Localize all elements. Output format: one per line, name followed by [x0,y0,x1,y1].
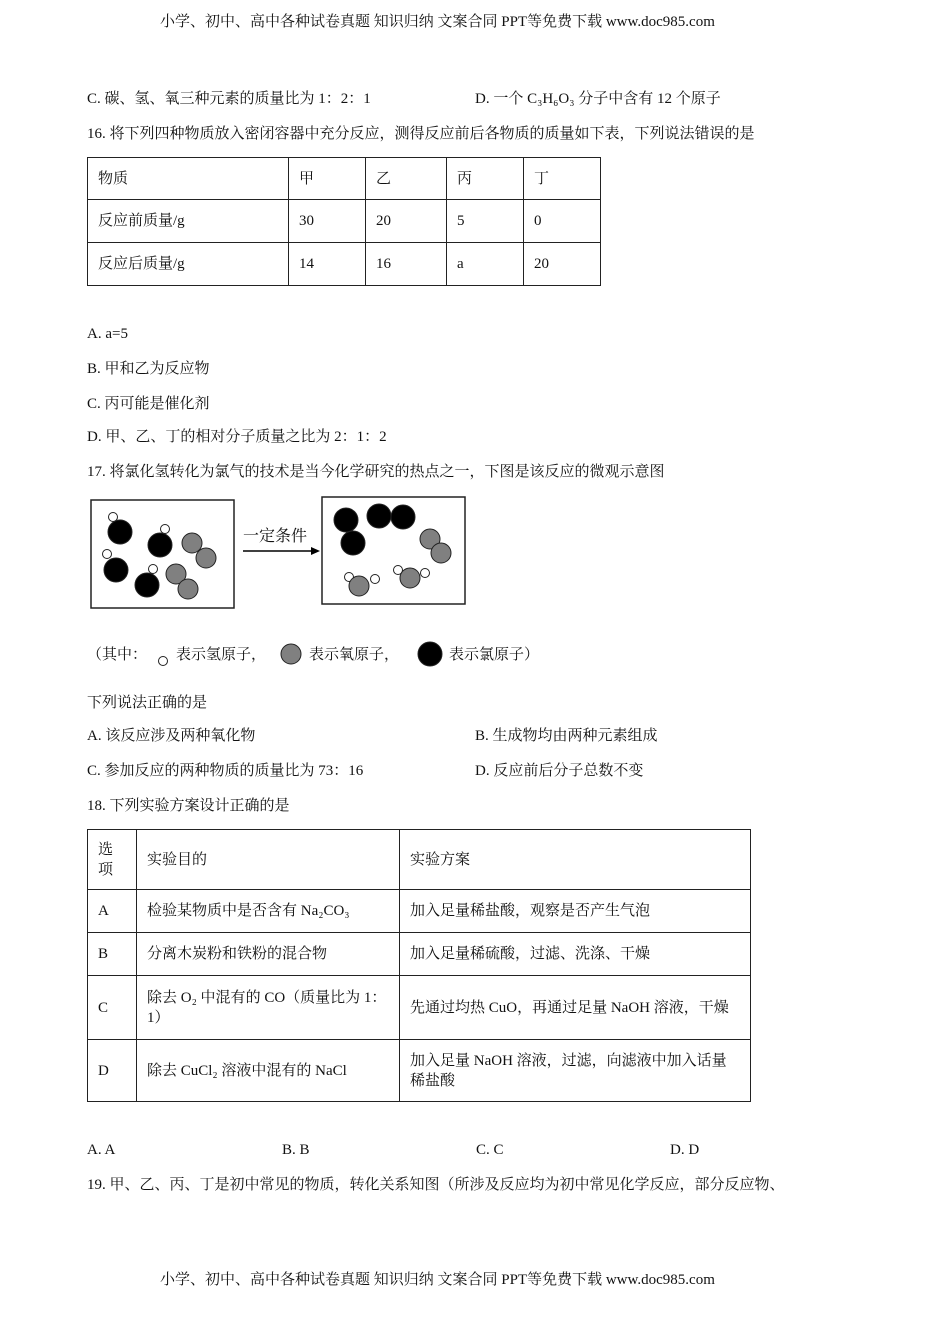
header-purpose: 实验目的 [137,830,400,890]
q16-option-c: C. 丙可能是催化剂 [87,396,210,412]
arrow-head-icon [311,547,320,555]
q19-stem: 19. 甲、乙、丙、丁是初中常见的物质，转化关系知图（所涉及反应均为初中常见化学反应，部分反应物、 [87,1177,785,1193]
hydrogen-atom [161,525,170,534]
reaction-condition: 一定条件 [243,528,308,545]
cell: 加入足量稀盐酸，观察是否产生气泡 [400,890,751,933]
q18-option-b: B. B [282,1142,310,1158]
legend-hydrogen-icon [159,657,168,666]
q17-prompt: 下列说法正确的是 [87,695,208,711]
cell: 除去 CuCl₂ 溶液中混有的 NaCl [137,1040,400,1102]
cell: 0 [524,200,601,243]
header-option: 选项 [88,830,137,890]
cell: 30 [289,200,366,243]
header-plan: 实验方案 [400,830,751,890]
cell: A [88,890,137,933]
table-row [88,933,751,976]
page-header: 小学、初中、高中各种试卷真题 知识归纳 文案合同 PPT等免费下载 www.doc985.com [160,14,715,30]
cell: 物质 [88,158,289,200]
legend-chlorine: 表示氯原子） [449,647,540,663]
q17-stem: 17. 将氯化氢转化为氯气的技术是当今化学研究的热点之一，下图是该反应的微观示意图 [87,464,665,480]
oxygen-atom [182,533,202,553]
cell: 乙 [366,158,447,200]
hydrogen-atom [371,575,380,584]
cell: B [88,933,137,976]
hydrogen-atom [149,565,158,574]
cell: 加入足量稀硫酸，过滤、洗涤、干燥 [400,933,751,976]
cell: 甲 [289,158,366,200]
q18-option-a: A. A [87,1142,116,1158]
cell: D [88,1040,137,1102]
cell: 除去 O₂ 中混有的 CO（质量比为 1：1） [137,976,400,1040]
cell: 反应前质量/g [88,200,289,243]
legend-oxygen: 表示氧原子， [309,647,400,663]
cell: 丙 [447,158,524,200]
table-row [88,1040,751,1102]
cell: 5 [447,200,524,243]
legend-oxygen-icon [281,644,301,664]
table-row [88,890,751,933]
table-row [88,976,751,1040]
q16-option-d: D. 甲、乙、丁的相对分子质量之比为 2：1：2 [87,429,387,445]
chlorine-atom [135,573,159,597]
chlorine-atom [148,533,172,557]
q17-option-d: D. 反应前后分子总数不变 [475,763,644,779]
q18-option-c: C. C [476,1142,504,1158]
q16-option-b: B. 甲和乙为反应物 [87,361,210,377]
chlorine-atom [367,504,391,528]
cell: 反应后质量/g [88,243,289,286]
cell: a [447,243,524,286]
cell: 20 [366,200,447,243]
legend-hydrogen: 表示氢原子， [176,647,267,663]
cell: 检验某物质中是否含有 Na₂CO₃ [137,890,400,933]
q16-stem: 16. 将下列四种物质放入密闭容器中充分反应，测得反应前后各物质的质量如下表，下列说法错误的是 [87,126,755,142]
q17-option-c: C. 参加反应的两种物质的质量比为 73：16 [87,763,364,779]
cell: 14 [289,243,366,286]
cell: 加入足量 NaOH 溶液，过滤，向滤液中加入话量稀盐酸 [400,1040,751,1102]
oxygen-atom [431,543,451,563]
chlorine-atom [334,508,358,532]
q15-option-c: C. 碳、氢、氧三种元素的质量比为 1：2：1 [87,91,371,107]
chlorine-atom [104,558,128,582]
cell: 20 [524,243,601,286]
legend-prefix: （其中： [87,647,148,663]
oxygen-atom [196,548,216,568]
hydrogen-atom [421,569,430,578]
oxygen-atom [178,579,198,599]
chlorine-atom [341,531,365,555]
chlorine-atom [391,505,415,529]
oxygen-atom [400,568,420,588]
q17-option-a: A. 该反应涉及两种氧化物 [87,728,256,744]
q16-option-a: A. a=5 [87,326,128,342]
cell: 分离木炭粉和铁粉的混合物 [137,933,400,976]
q15-option-d: D. 一个 C₃H₆O₃ 分子中含有 12 个原子 [475,91,721,107]
q18-table [87,829,751,1102]
hydrogen-atom [103,550,112,559]
q18-stem: 18. 下列实验方案设计正确的是 [87,798,290,814]
cell: 先通过均热 CuO，再通过足量 NaOH 溶液，干燥 [400,976,751,1040]
q18-option-d: D. D [670,1142,700,1158]
chlorine-atom [108,520,132,544]
cell: C [88,976,137,1040]
oxygen-atom [349,576,369,596]
page-footer: 小学、初中、高中各种试卷真题 知识归纳 文案合同 PPT等免费下载 www.doc985.com [160,1272,715,1288]
cell: 丁 [524,158,601,200]
q17-option-b: B. 生成物均由两种元素组成 [475,728,658,744]
cell: 16 [366,243,447,286]
legend-chlorine-icon [418,642,442,666]
